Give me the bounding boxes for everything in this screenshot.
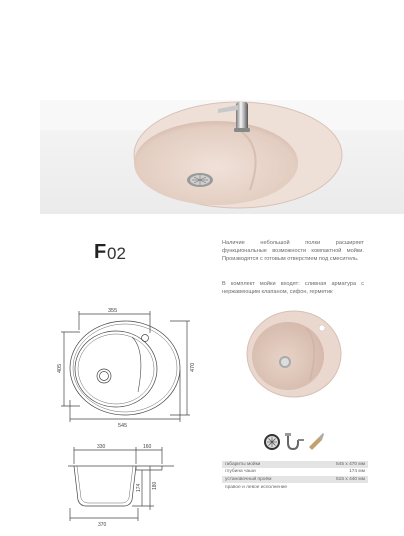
side-view-drawing (66, 440, 176, 536)
hero-product-image (40, 100, 404, 214)
spec-label: установочный проём (222, 476, 310, 483)
sealant-tube-icon (309, 433, 324, 450)
spec-value: 545 x 470 мм (310, 461, 368, 468)
drain-strainer-icon (264, 434, 280, 450)
spec-label: габариты мойки (222, 461, 310, 468)
spec-note-row (222, 483, 368, 492)
drain-outline (97, 369, 111, 383)
spec-row (222, 476, 368, 483)
model-number: 02 (107, 244, 126, 263)
faucet-hole (142, 335, 149, 342)
dim-inner-height: 405 (57, 363, 63, 373)
model-letter: F (94, 241, 107, 263)
bowl-profile (74, 466, 136, 506)
spec-label: глубина чаши (225, 469, 256, 475)
kit-contents-paragraph: В комплект мойки входят: сливная арматура с нержавеющим клапаном, сифон, герметик (222, 281, 364, 295)
spec-value: 174 мм (349, 469, 365, 475)
dim-bowl-depth: 174 (136, 483, 142, 492)
spec-row (222, 461, 368, 468)
dim-outer-width: 545 (118, 423, 128, 429)
spec-row (222, 468, 368, 475)
dim-inner-width: 355 (108, 308, 118, 314)
spec-table (222, 461, 368, 492)
sink-top-photo (244, 308, 344, 400)
top-view-drawing (50, 300, 200, 430)
spec-note: правое и левое исполнение (225, 485, 288, 491)
accessories-icons (262, 431, 326, 453)
dim-bottom-width: 370 (98, 522, 107, 528)
bowl-outline (75, 331, 157, 407)
description-paragraph: Наличие небольшой полки расширяет функциональные возможности компактной мойки. Производятся с готовым отверстием под смеситель. (222, 240, 364, 262)
dim-outer-height: 470 (190, 362, 196, 372)
dim-bowl-width: 330 (97, 444, 106, 450)
siphon-icon (285, 433, 304, 449)
spec-value: 515 x 440 мм (310, 476, 368, 483)
dim-total-height: 180 (152, 481, 158, 490)
dim-shelf-width: 160 (143, 444, 152, 450)
